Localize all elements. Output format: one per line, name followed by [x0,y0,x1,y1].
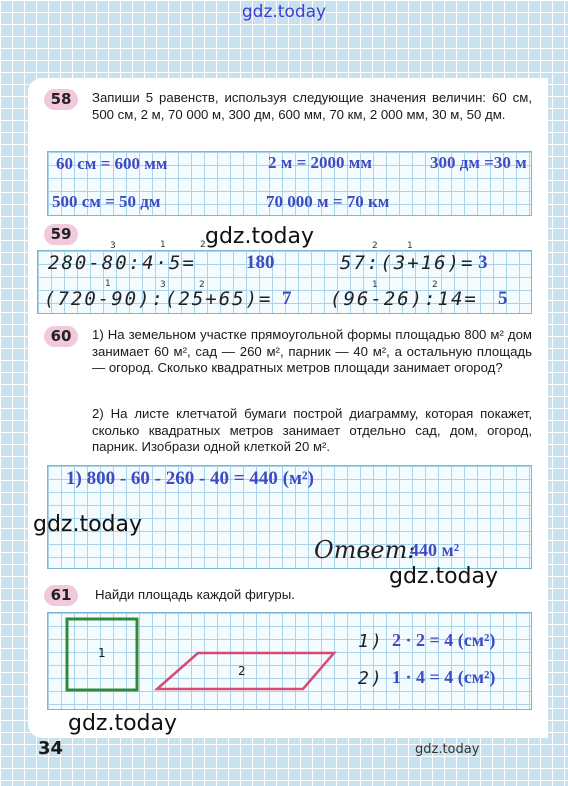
task-61-answer-2: 1 · 4 = 4 (см²) [392,667,496,687]
task-59-number: 59 [44,224,78,245]
order-mark: 1 [105,279,111,289]
watermark: gdz.today [389,564,499,589]
watermark: gdz.today [205,224,315,249]
task-61-answer-2-index: 2) [358,668,384,689]
task-58-answer-3: 300 дм =30 м [430,153,527,172]
task-59-result-4: 5 [498,288,508,309]
task-59-result-1: 180 [246,252,275,273]
task-61-number: 61 [44,585,78,606]
task-58-number: 58 [44,89,78,110]
order-mark: 2 [372,241,378,251]
order-mark: 1 [160,240,166,250]
footer-watermark: gdz.today [415,742,480,757]
watermark: gdz.today [68,711,178,736]
task-60-number: 60 [44,326,78,347]
task-61-text: Найди площадь каждой фигуры. [95,587,295,602]
task-59-result-2: 3 [478,252,488,273]
order-mark: 1 [372,280,378,290]
task-58-answer-4: 500 см = 50 дм [52,192,161,211]
order-mark: 3 [160,280,166,290]
task-60-part-1: 1) На земельном участке прямоугольной формы площадью 800 м² дом занимает 60 м², сад — 260 м², парник — 40 м², а остальную площадь — огород. Сколько квадратных метров площади занимает огород? [92,327,532,375]
task-59-expression-1: 280-80:4·5= [48,252,196,274]
order-mark: 3 [110,241,116,251]
task-59-expression-3: (720-90):(25+65)= [44,288,273,310]
task-61-answer-1-index: 1) [358,631,384,652]
task-58-answer-1: 60 см = 600 мм [56,154,168,173]
task-58-text: Запиши 5 равенств, используя следующие значения величин: 60 см, 500 см, 2 м, 70 000 м, 300 дм, 600 мм, 70 км, 2 000 мм, 30 м, 50 дм. [92,90,532,122]
top-watermark: gdz.today [241,2,327,22]
task-59-result-3: 7 [282,288,292,309]
task-61-answer-1: 2 · 2 = 4 (см²) [392,630,496,650]
task-60-answer-value: 440 м² [410,540,460,560]
task-59-expression-4: (96-26):14= [330,288,478,310]
task-58-answer-5: 70 000 м = 70 км [266,192,390,211]
order-mark: 2 [432,280,438,290]
order-mark: 2 [199,280,205,290]
task-58-answer-2: 2 м = 2000 мм [268,153,372,172]
page-number: 34 [38,738,64,759]
square-label: 1 [98,646,106,660]
order-mark: 2 [200,240,206,250]
order-mark: 1 [407,241,413,251]
task-59-expression-2: 57:(3+16)= [340,252,475,274]
task-60-part-2: 2) На листе клетчатой бумаги построй диаграмму, которая покажет, сколько квадратных метров занимает отдельно сад, дом, огород, парник. Изобрази одной клеткой 20 м². [92,406,532,454]
task-60-answer-word: Ответ: [314,536,416,564]
watermark: gdz.today [33,512,143,537]
task-60-solution: 1) 800 - 60 - 260 - 40 = 440 (м²) [66,468,314,489]
parallelogram-label: 2 [238,664,246,678]
